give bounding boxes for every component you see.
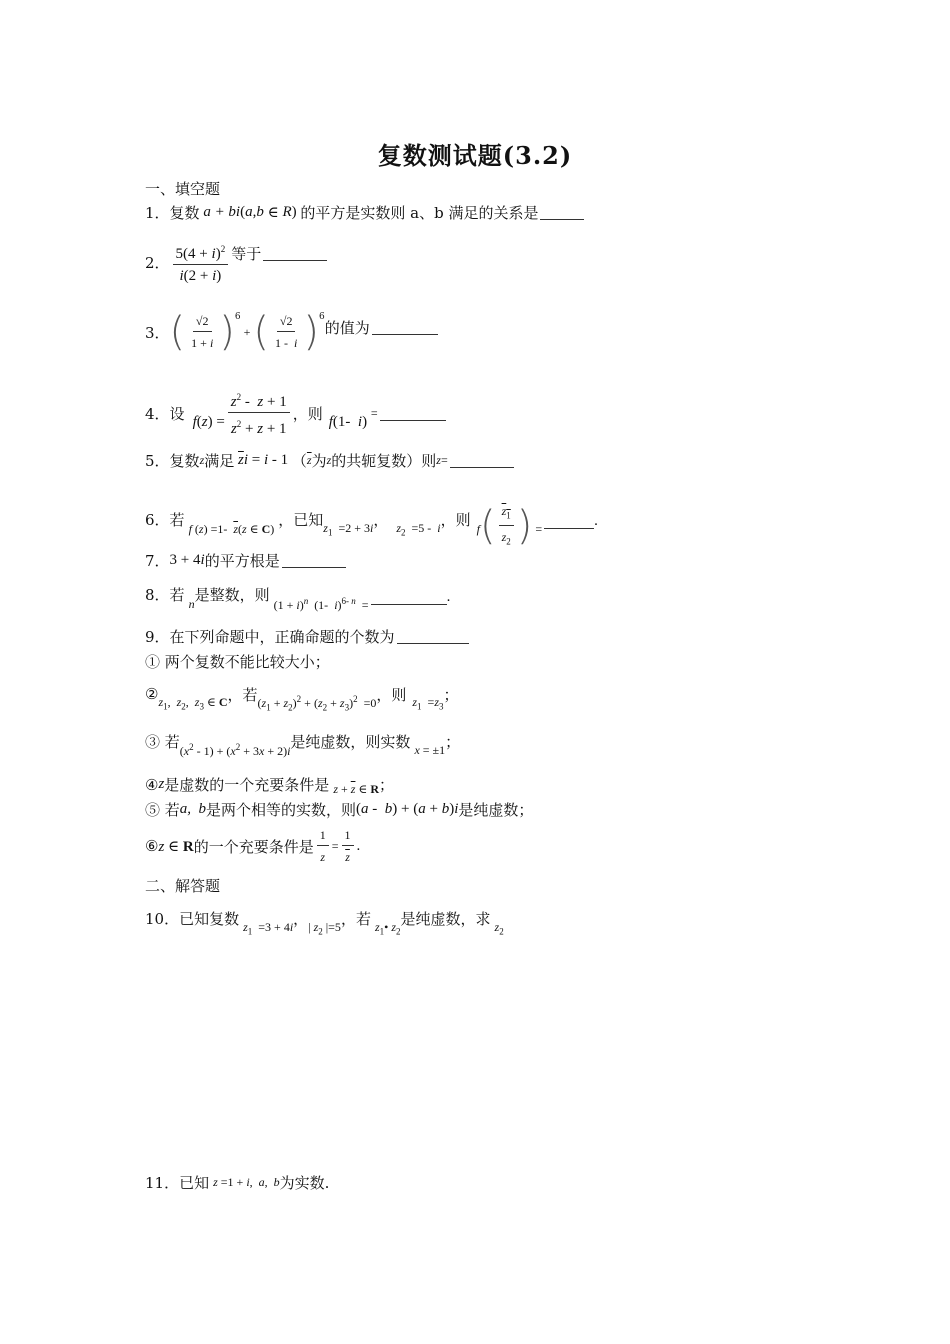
claim-2: ② $z_1$, $z_2$, $z_3$ ∈ C ，若 $(z_1 + z_2)^2 + (z_2 + z_3)^2 =0$ ，则 $z_1 =z_3$ ；	[145, 685, 459, 713]
section-fill-in: 一、填空题	[145, 180, 221, 198]
question-3: 3． ( $\frac{√2}{1 + i}$ ) $^6$ + ( $\frac{√2}{1 - i}$ ) $^6$ 的值为	[145, 312, 438, 352]
formula-q6: f (z) =1- $\overline{z}(z$ ∈ C)	[188, 521, 275, 536]
claim-1: ① 两个复数不能比较大小；	[145, 653, 330, 671]
formula-q5: $\overline{z}i = i - 1$	[238, 452, 292, 468]
question-7: 7． 3 + 4i 的平方根是	[145, 550, 346, 571]
question-11: 11． 已知 z =1 + i, a, b 为实数.	[145, 1174, 330, 1192]
answer-blank	[540, 205, 584, 220]
claim-5: ⑤ 若 a, b 是两个相等的实数，则 (a - b) + (a + b)i 是纯虚数；	[145, 801, 534, 819]
question-4: 4． 设 f (z) = $\frac{z^2 - z + 1}{z^2 + z + 1}$ ，则 f (1- i) =	[145, 388, 446, 438]
answer-blank	[372, 320, 438, 335]
formula-q1: a + bi	[199, 204, 241, 220]
page-title: 复数测试题(3.2)	[377, 141, 573, 170]
formula-q8: $(1 + i)^n$ (1- i)$^{6- n}$ =	[273, 596, 369, 612]
claim-4: ④ z 是虚数的一个充要条件是 $z + \overline{z}$ ∈ R ；	[145, 775, 395, 796]
question-10: 10． 已知复数 $z_1 =3 + 4i$ ， | $z_2$ |=5 ，若 $z_1•$ $z_2$ 是纯虚数，求 $z_2$	[145, 909, 504, 937]
answer-blank	[263, 246, 327, 261]
section-answer: 二、解答题	[145, 877, 221, 895]
answer-blank	[282, 553, 346, 568]
question-8: 8． 若 n 是整数，则 $(1 + i)^n$ (1- i)$^{6- n}$ = .	[145, 586, 451, 612]
formula-q4: f	[192, 413, 197, 430]
formula-c2-eq: $(z_1 + z_2)^2 + (z_2 + z_3)^2 =0$	[257, 694, 377, 713]
formula-q3-left: $\frac{√2}{1 + i}$	[191, 314, 214, 350]
answer-blank	[371, 590, 447, 605]
question-2: 2． $\frac{5(4 + i)^2}{i(2 + i)}$ 等于	[145, 240, 327, 285]
formula-c6-cond: z ∈ R	[158, 838, 194, 855]
claim-3: ③ 若 $(x^2 - 1) + (x^2 + 3x + 2)i$ 是纯虚数，则实数 x = ±1 ；	[145, 733, 461, 758]
answer-blank	[397, 629, 469, 644]
answer-blank	[450, 453, 514, 468]
answer-blank	[380, 406, 446, 421]
question-6: 6． 若 f (z) =1- $\overline{z}(z$ ∈ C) ，已知 $z_1 =2 + 3i$ ， $z_2 =5 - i$ ，则 f ( $\frac{z_1}{z_2}$ ) = .	[145, 503, 598, 550]
formula-c6: $\frac{1}{z}$	[317, 826, 329, 866]
question-1: 1． 复数 a + bi ( a , b ∈ R ) 的平方是实数则 a、b 满足的关系是	[145, 202, 584, 223]
formula-q2: $\frac{5(4 + i)^2}{i(2 + i)}$	[173, 240, 229, 285]
formula-c2-set: $z_1$, $z_2$, $z_3$ ∈ C	[158, 695, 228, 712]
formula-q7: 3 + 4i	[169, 552, 205, 568]
formula-q10: $z_1 =3 + 4i$	[243, 920, 294, 937]
formula-c5: (a - b) + (a + b)i	[356, 801, 459, 817]
question-9: 9． 在下列命题中，正确命题的个数为	[145, 626, 469, 647]
formula-q3-right: $\frac{√2}{1 - i}$	[275, 314, 298, 350]
question-5: 5． 复数 z 满足 $\overline{z}i = i - 1$ （ $\overline{z}$ 为 z 的共轭复数）则 z =	[145, 450, 514, 471]
formula-c4: $z + \overline{z}$ ∈ R	[333, 782, 379, 796]
answer-blank	[544, 514, 594, 529]
formula-c3: $(x^2 - 1) + (x^2 + 3x + 2)i$	[179, 742, 291, 758]
claim-6: ⑥ z ∈ R 的一个充要条件是 $\frac{1}{z}$ = $\frac{1}{z}$ .	[145, 828, 361, 864]
formula-q11: z =1 + i, a, b	[213, 1175, 280, 1189]
